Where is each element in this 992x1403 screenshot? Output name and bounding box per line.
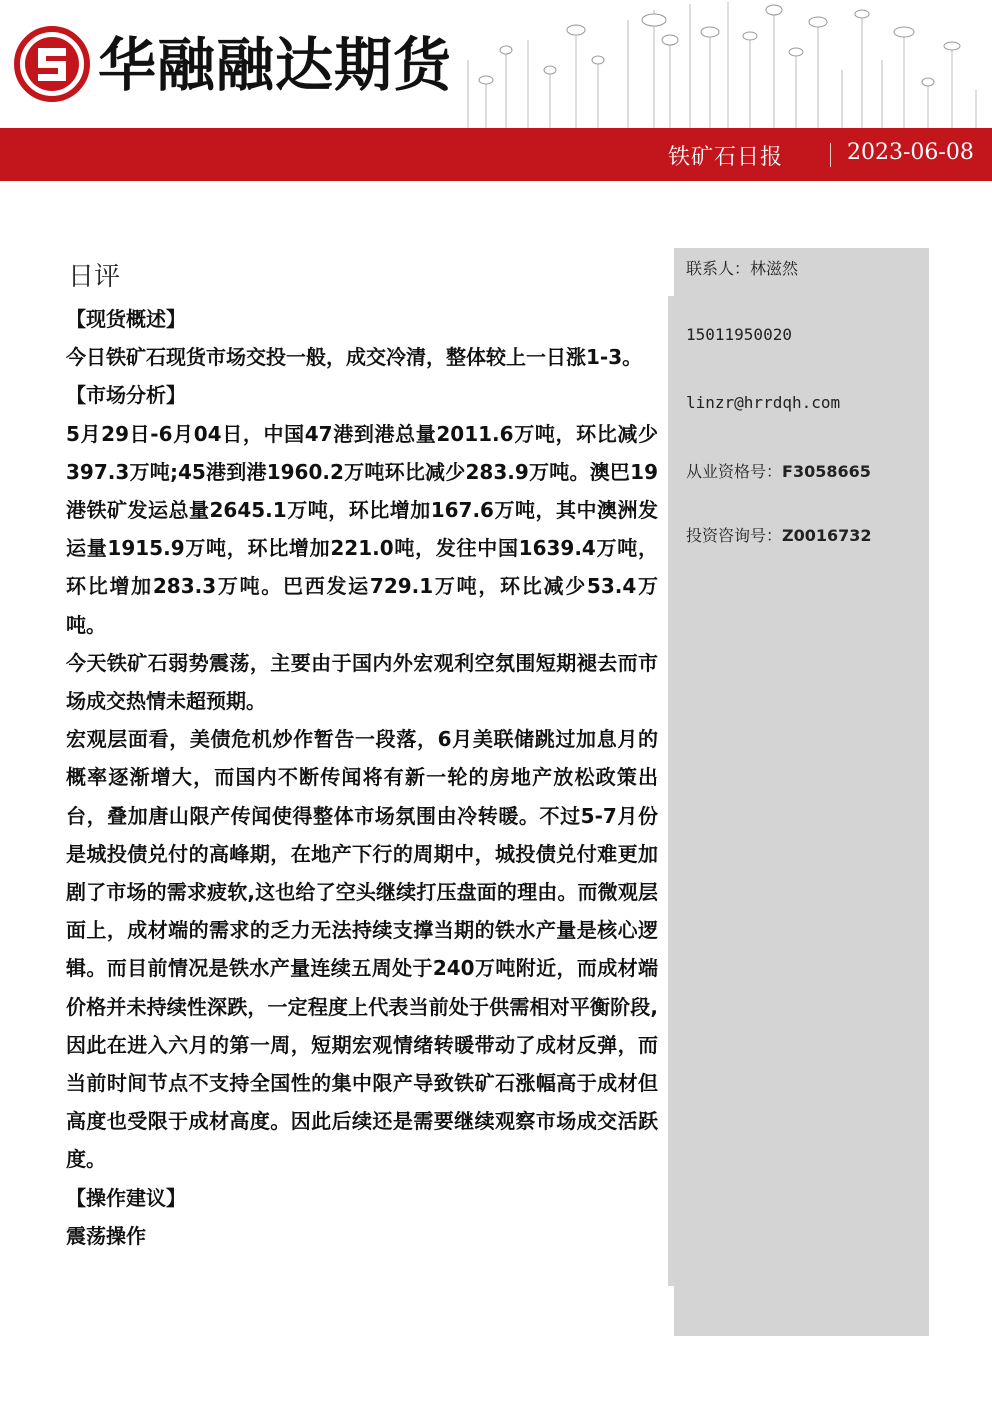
advice-text: 震荡操作	[66, 1223, 146, 1248]
contact-email: linzr@hrrdqh.com	[686, 393, 841, 412]
consult-label: 投资咨询号：	[686, 526, 783, 545]
spot-summary: 今日铁矿石现货市场交投一般，成交冷清，整体较上一日涨1-3。	[66, 345, 643, 370]
qualification-label: 从业资格号：	[686, 462, 783, 481]
contact-person: 联系人：林滋然	[686, 259, 799, 278]
market-paragraph-1: 5月29日-6月04日，中国47港到港总量2011.6万吨，环比减少397.3万吨;45港到港1960.2万吨环比减少283.9万吨。澳巴19港铁矿发运总量2645.1万吨，环比增加167.6万吨，其中澳洲发运量1915.9万吨，环比增加221.0吨，发往中国1639.4万吨，环比增加283.3万吨。巴西发运729.1万吨，环比减少53.4万吨。	[66, 421, 658, 637]
qualification-value: F3058665	[782, 462, 871, 481]
report-title: 铁矿石日报	[668, 145, 784, 170]
decorative-pattern	[458, 0, 992, 130]
section-title: 日评	[68, 262, 121, 292]
consult-number	[686, 523, 872, 546]
heading-market: 【市场分析】	[66, 383, 186, 408]
heading-spot: 【现货概述】	[66, 307, 186, 331]
market-paragraph-3: 宏观层面看，美债危机炒作暂告一段落，6月美联储跳过加息月的概率逐渐增大，而国内不断传闻将有新一轮的房地产放松政策出台，叠加唐山限产传闻使得整体市场氛围由冷转暖。不过5-7月份是城投债兑付的高峰期，在地产下行的周期中，城投债兑付难更加剧了市场的需求疲软,这也给了空头继续打压盘面的理由。而微观层面上，成材端的需求的乏力无法持续支撑当期的铁水产量是核心逻辑。而目前情况是铁水产量连续五周处于240万吨附近，而成材端价格并未持续性深跌，一定程度上代表当前处于供需相对平衡阶段,因此在进入六月的第一周，短期宏观情绪转暖带动了成材反弹，而当前时间节点不支持全国性的集中限产导致铁矿石涨幅高于成材但高度也受限于成材高度。因此后续还是需要继续观察市场成交活跃度。	[66, 727, 658, 1172]
qualification-number	[686, 459, 871, 482]
report-date: 2023-06-08	[847, 140, 974, 165]
contact-phone: 15011950020	[686, 325, 792, 344]
header-bar	[0, 128, 992, 181]
market-paragraph-2: 今天铁矿石弱势震荡，主要由于国内外宏观利空氛围短期褪去而市场成交热情未超预期。	[66, 650, 658, 714]
brand-name: 华融融达期货	[98, 31, 453, 99]
heading-advice: 【操作建议】	[66, 1185, 186, 1210]
consult-value: Z0016732	[782, 526, 872, 545]
header-separator	[830, 143, 831, 167]
company-logo-icon	[14, 26, 90, 102]
report-body	[66, 300, 658, 1255]
